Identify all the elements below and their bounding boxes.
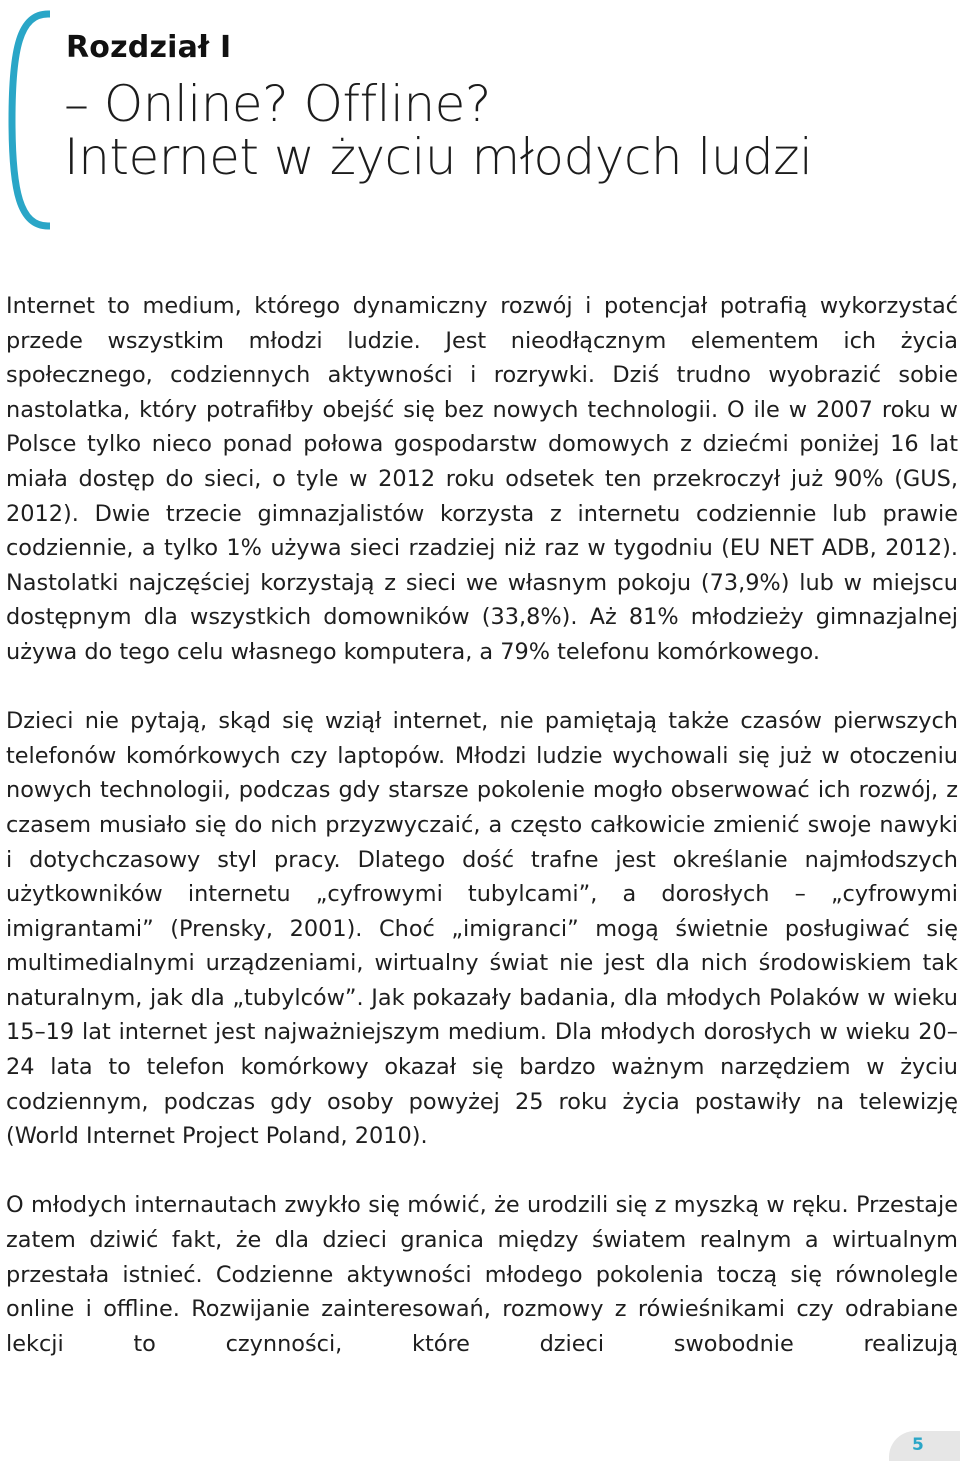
body-text [6,289,958,1396]
page-number: 5 [912,1435,924,1455]
chapter-title-line: Internet w życiu młodych ludzi [64,128,813,186]
chapter-title-line: – Online? Offline? [64,75,491,133]
page-number-tab [889,1431,960,1461]
paragraph: O młodych internautach zwykło się mówić, że urodzili się z myszką w ręku. Przestaje zatem dziwić fakt, że dla dzieci granica między światem realnym a wirtualnym przestała istnieć. Codzienne aktywności młodego pokolenia toczą się równolegle online i offline. Rozwijanie zainteresowań, rozmowy z rówieśnikami czy odrabiane lekcji to czynności, które dzieci swobodnie realizują [6,1192,958,1357]
paragraph: Dzieci nie pytają, skąd się wziął internet, nie pamiętają także czasów pierwszych telefonów komórkowych czy laptopów. Młodzi ludzie wychowali się już w otoczeniu nowych technologii, podczas gdy starsze pokolenie mogło obserwować ich rozwój, z czasem musiało się do nich przyzwyczaić, a często całkowicie zmienić swoje nawyki i dotychczasowy styl pracy. Dlatego dość trafne jest określanie najmłodszych użytkowników internetu „cyfrowymi tubylcami”, a dorosłych – „cyfrowymi imigrantami” (Prensky, 2001). Choć „imigranci” mogą świetnie posługiwać się multimedialnymi urządzeniami, wirtualny świat nie jest dla nich środowiskiem tak naturalnym, jak dla „tubylców”. Jak pokazały badania, dla młodych Polaków w wieku 15–19 lat internet jest najważniejszym medium. Dla młodych dorosłych w wieku 20–24 lata to telefon komórkowy okazał się bardzo ważnym narzędziem w życiu codziennym, podczas gdy osoby powyżej 25 roku życia postawiły na telewizję (World Internet Project Poland, 2010). [6,708,958,1150]
chapter-title [64,75,813,186]
paragraph: Internet to medium, którego dynamiczny rozwój i potencjał potrafią wykorzystać przede wszystkim młodzi ludzie. Jest nieodłącznym elementem ich życia społecznego, codziennych aktywności i rozrywki. Dziś trudno wyobrazić sobie nastolatka, który potrafiłby obejść się bez nowych technologii. O ile w 2007 roku w Polsce tylko nieco ponad połowa gospodarstw domowych z dziećmi poniżej 16 lat miała dostęp do sieci, o tyle w 2012 roku odsetek ten przekroczył już 90% (GUS, 2012). Dwie trzecie gimnazjalistów korzysta z internetu codziennie lub prawie codziennie, a tylko 1% używa sieci rzadziej niż raz w tygodniu (EU NET ADB, 2012). Nastolatki najczęściej korzystają z sieci we własnym pokoju (73,9%) lub w miejscu dostępnym dla wszystkich domowników (33,8%). Aż 81% młodzieży gimnazjalnej używa do tego celu własnego komputera, a 79% telefonu komórkowego. [6,293,958,665]
chapter-bracket-icon [6,8,50,232]
chapter-label: Rozdział I [66,30,232,65]
